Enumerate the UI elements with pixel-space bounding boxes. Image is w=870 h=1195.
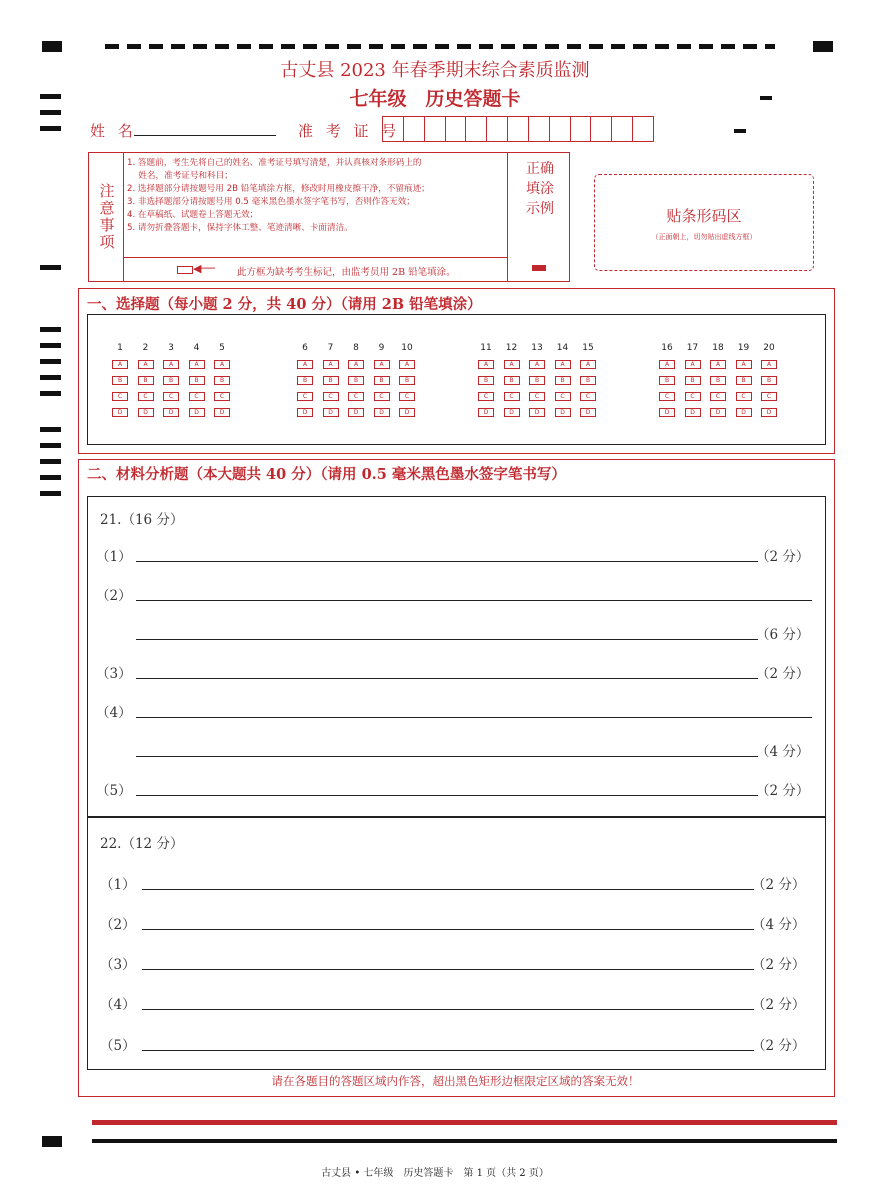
answer-bubble[interactable]: A [163,360,179,369]
answer-bubble[interactable]: D [189,408,205,417]
q21-part4-num: （4） [96,705,132,721]
q21-part2-line[interactable] [136,639,758,640]
answer-bubble[interactable]: C [555,392,571,401]
q21-part1-num: （1） [96,549,132,565]
answer-bubble[interactable]: C [529,392,545,401]
answer-bubble[interactable]: A [761,360,777,369]
answer-bubble[interactable]: C [348,392,364,401]
answer-bubble[interactable]: D [710,408,726,417]
q22-part1-score: （2 分） [752,877,806,893]
q22-answer-box [87,816,826,1070]
answer-bubble[interactable]: D [348,408,364,417]
q22-part1-num: （1） [100,877,136,893]
name-label: 姓 名 [90,122,137,140]
q21-label: 21.（16 分） [100,512,184,528]
question-number: 7 [327,343,334,353]
arrow-left-icon: ◀── [193,262,215,275]
question-number: 11 [480,343,492,353]
q21-answer-box [87,496,826,818]
answer-bubble[interactable]: A [659,360,675,369]
answer-bubble[interactable]: D [399,408,415,417]
q22-part3-line[interactable] [142,969,754,970]
q22-part3-score: （2 分） [752,957,806,973]
answer-bubble[interactable]: A [399,360,415,369]
answer-bubble[interactable]: D [112,408,128,417]
answer-bubble[interactable]: A [297,360,313,369]
question-number: 5 [219,343,225,353]
side-mark [40,475,61,480]
answer-bubble[interactable]: D [323,408,339,417]
question-number: 15 [582,343,594,353]
answer-bubble[interactable]: C [163,392,179,401]
q22-part4-score: （2 分） [752,997,806,1013]
answer-bubble[interactable]: B [399,376,415,385]
answer-area-warning: 请在各题目的答题区域内作答，超出黑色矩形边框限定区域的答案无效！ [271,1074,640,1088]
answer-bubble[interactable]: B [580,376,596,385]
q22-part3-num: （3） [100,957,136,973]
barcode-note: （正面朝上，切勿贴出虚线方框） [651,233,757,241]
answer-bubble[interactable]: A [374,360,390,369]
answer-bubble[interactable]: B [323,376,339,385]
answer-bubble[interactable]: D [297,408,313,417]
correct-fill-panel [507,153,570,281]
answer-bubble[interactable]: A [580,360,596,369]
q22-part5-num: （5） [100,1038,136,1054]
exam-title: 古丈县 2023 年春季期末综合素质监测 [280,60,590,81]
answer-bubble[interactable]: B [685,376,701,385]
answer-bubble[interactable]: A [112,360,128,369]
answer-bubble[interactable]: B [529,376,545,385]
side-mark [40,443,61,448]
answer-bubble[interactable]: C [685,392,701,401]
notice-rule: 3. 非选择题部分请按题号用 0.5 毫米黑色墨水签字笔书写，否则作答无效； [127,197,415,207]
question-number: 14 [556,343,569,353]
answer-bubble[interactable]: C [710,392,726,401]
answer-bubble[interactable]: B [214,376,230,385]
answer-bubble[interactable]: A [555,360,571,369]
q22-part5-line[interactable] [142,1050,754,1051]
answer-bubble[interactable]: C [214,392,230,401]
question-number: 19 [737,343,750,353]
notice-rule: 2. 选择题部分请按题号用 2B 铅笔填涂方框，修改时用橡皮擦干净，不留痕迹； [127,184,430,194]
answer-bubble[interactable]: D [555,408,571,417]
notice-rule: 4. 在草稿纸、试题卷上答题无效； [127,210,259,220]
answer-bubble[interactable]: B [710,376,726,385]
side-mark [40,391,61,396]
q22-part2-line[interactable] [142,929,754,930]
section1-title: 一、选择题（每小题 2 分，共 40 分）（请用 2B 铅笔填涂） [87,296,482,313]
absent-note: 此方框为缺考考生标记，由监考员用 2B 铅笔填涂。 [237,267,456,278]
answer-bubble[interactable]: A [504,360,520,369]
barcode-area [594,174,814,271]
answer-bubble[interactable]: B [348,376,364,385]
notice-heading: 注意事项 [89,153,124,281]
correct-fill-label: 正确填涂示例 [526,161,554,217]
q21-part5-num: （5） [96,783,132,799]
side-mark [40,327,61,332]
answer-bubble[interactable]: B [478,376,494,385]
question-number: 18 [712,343,724,353]
answer-bubble[interactable]: C [761,392,777,401]
answer-bubble[interactable]: B [659,376,675,385]
answer-bubble[interactable]: B [138,376,154,385]
answer-bubble[interactable]: D [736,408,752,417]
question-number: 2 [142,343,149,353]
side-mark [40,126,61,131]
question-number: 3 [168,343,174,353]
question-number: 17 [686,343,699,353]
question-number: 4 [193,343,200,353]
q22-part1-line[interactable] [142,889,754,890]
answer-bubble[interactable]: B [761,376,777,385]
answer-bubble[interactable]: C [736,392,752,401]
q22-part2-score: （4 分） [752,917,806,933]
answer-bubble[interactable]: A [138,360,154,369]
answer-bubble[interactable]: B [736,376,752,385]
answer-bubble[interactable]: B [189,376,205,385]
absent-checkbox[interactable] [177,266,193,274]
position-mark-top-right [813,41,833,52]
answer-bubble[interactable]: C [478,392,494,401]
q22-part2-num: （2） [100,917,136,933]
q21-part4-line[interactable] [136,756,758,757]
notice-rule: 1. 答题前，考生先将自己的姓名、准考证号填写清楚，并认真核对条形码上的 [127,158,422,168]
side-mark [40,375,61,380]
answer-bubble[interactable]: D [138,408,154,417]
question-number: 1 [117,343,123,353]
footer-black-bar [92,1139,837,1143]
question-number: 8 [353,343,359,353]
answer-bubble[interactable]: A [348,360,364,369]
q21-part5-line[interactable] [136,795,758,796]
question-number: 16 [661,343,673,353]
answer-bubble[interactable]: C [138,392,154,401]
answer-bubble[interactable]: A [710,360,726,369]
question-number: 6 [302,343,308,353]
exam-id-boxes[interactable] [382,116,654,142]
answer-bubble[interactable]: A [529,360,545,369]
q21-part1-score: （2 分） [756,549,810,565]
page-footer: 古丈县 • 七年级 历史答题卡 第 1 页（共 2 页） [321,1168,549,1179]
footer-red-bar [92,1120,837,1125]
answer-bubble[interactable]: B [297,376,313,385]
answer-bubble[interactable]: D [214,408,230,417]
answer-bubble[interactable]: D [529,408,545,417]
answer-bubble[interactable]: A [214,360,230,369]
question-number: 20 [763,343,775,353]
q21-part1-line[interactable] [136,561,758,562]
answer-bubble[interactable]: C [580,392,596,401]
position-mark-bottom-left [42,1136,62,1147]
q21-part4-line[interactable] [136,717,812,718]
answer-bubble[interactable]: D [374,408,390,417]
filled-mark-example [532,265,546,271]
section2-title: 二、材料分析题（本大题共 40 分）（请用 0.5 毫米黑色墨水签字笔书写） [87,466,566,483]
side-mark [40,491,61,496]
q21-part2-score: （6 分） [756,627,810,643]
answer-bubble[interactable]: D [685,408,701,417]
dashed-timing-track [105,44,775,49]
answer-bubble[interactable]: D [659,408,675,417]
answer-bubble[interactable]: B [112,376,128,385]
notice-box [88,152,570,282]
side-mark [40,359,61,364]
name-field[interactable] [134,135,276,136]
q21-part3-num: （3） [96,666,132,682]
question-number: 12 [505,343,518,353]
answer-bubble[interactable]: D [163,408,179,417]
answer-bubble[interactable]: C [374,392,390,401]
answer-bubble[interactable]: A [478,360,494,369]
q21-part2-line[interactable] [136,600,812,601]
answer-bubble[interactable]: D [478,408,494,417]
side-mark [734,129,746,133]
answer-bubble[interactable]: D [504,408,520,417]
answer-bubble[interactable]: C [399,392,415,401]
question-number: 9 [378,343,385,353]
q21-part3-score: （2 分） [756,666,810,682]
choice-grid [87,314,826,445]
q21-part5-score: （2 分） [756,783,810,799]
answer-bubble[interactable]: B [374,376,390,385]
answer-bubble[interactable]: A [189,360,205,369]
notice-rule: 姓名，准考证号和科目； [127,171,233,181]
barcode-title: 贴条形码区 [666,207,742,225]
answer-bubble[interactable]: A [323,360,339,369]
q22-part4-num: （4） [100,997,136,1013]
q21-part2-num: （2） [96,588,132,604]
q22-part5-score: （2 分） [752,1038,806,1054]
answer-bubble[interactable]: A [736,360,752,369]
answer-bubble[interactable]: B [555,376,571,385]
answer-bubble[interactable]: C [323,392,339,401]
answer-bubble[interactable]: B [163,376,179,385]
side-mark [40,343,61,348]
side-mark [40,427,61,432]
position-mark-top-left [42,41,62,52]
answer-bubble[interactable]: B [504,376,520,385]
q21-part4-score: （4 分） [756,744,810,760]
notice-rules [127,157,507,235]
exam-id-label: 准 考 证 号 [298,122,401,140]
answer-bubble[interactable]: C [504,392,520,401]
answer-bubble[interactable]: C [297,392,313,401]
question-number: 13 [531,343,543,353]
q22-part4-line[interactable] [142,1009,754,1010]
absent-row [123,257,507,282]
answer-bubble[interactable]: D [580,408,596,417]
q22-label: 22.（12 分） [100,836,184,852]
answer-bubble[interactable]: C [112,392,128,401]
card-subtitle: 七年级 历史答题卡 [349,88,521,110]
q21-part3-line[interactable] [136,678,758,679]
notice-rule: 5. 请勿折叠答题卡，保持字体工整、笔迹清晰、卡面清洁。 [127,223,353,233]
question-number: 10 [401,343,413,353]
answer-bubble[interactable]: A [685,360,701,369]
answer-bubble[interactable]: C [189,392,205,401]
answer-bubble[interactable]: C [659,392,675,401]
side-mark [40,265,61,270]
side-mark [40,459,61,464]
answer-bubble[interactable]: D [761,408,777,417]
